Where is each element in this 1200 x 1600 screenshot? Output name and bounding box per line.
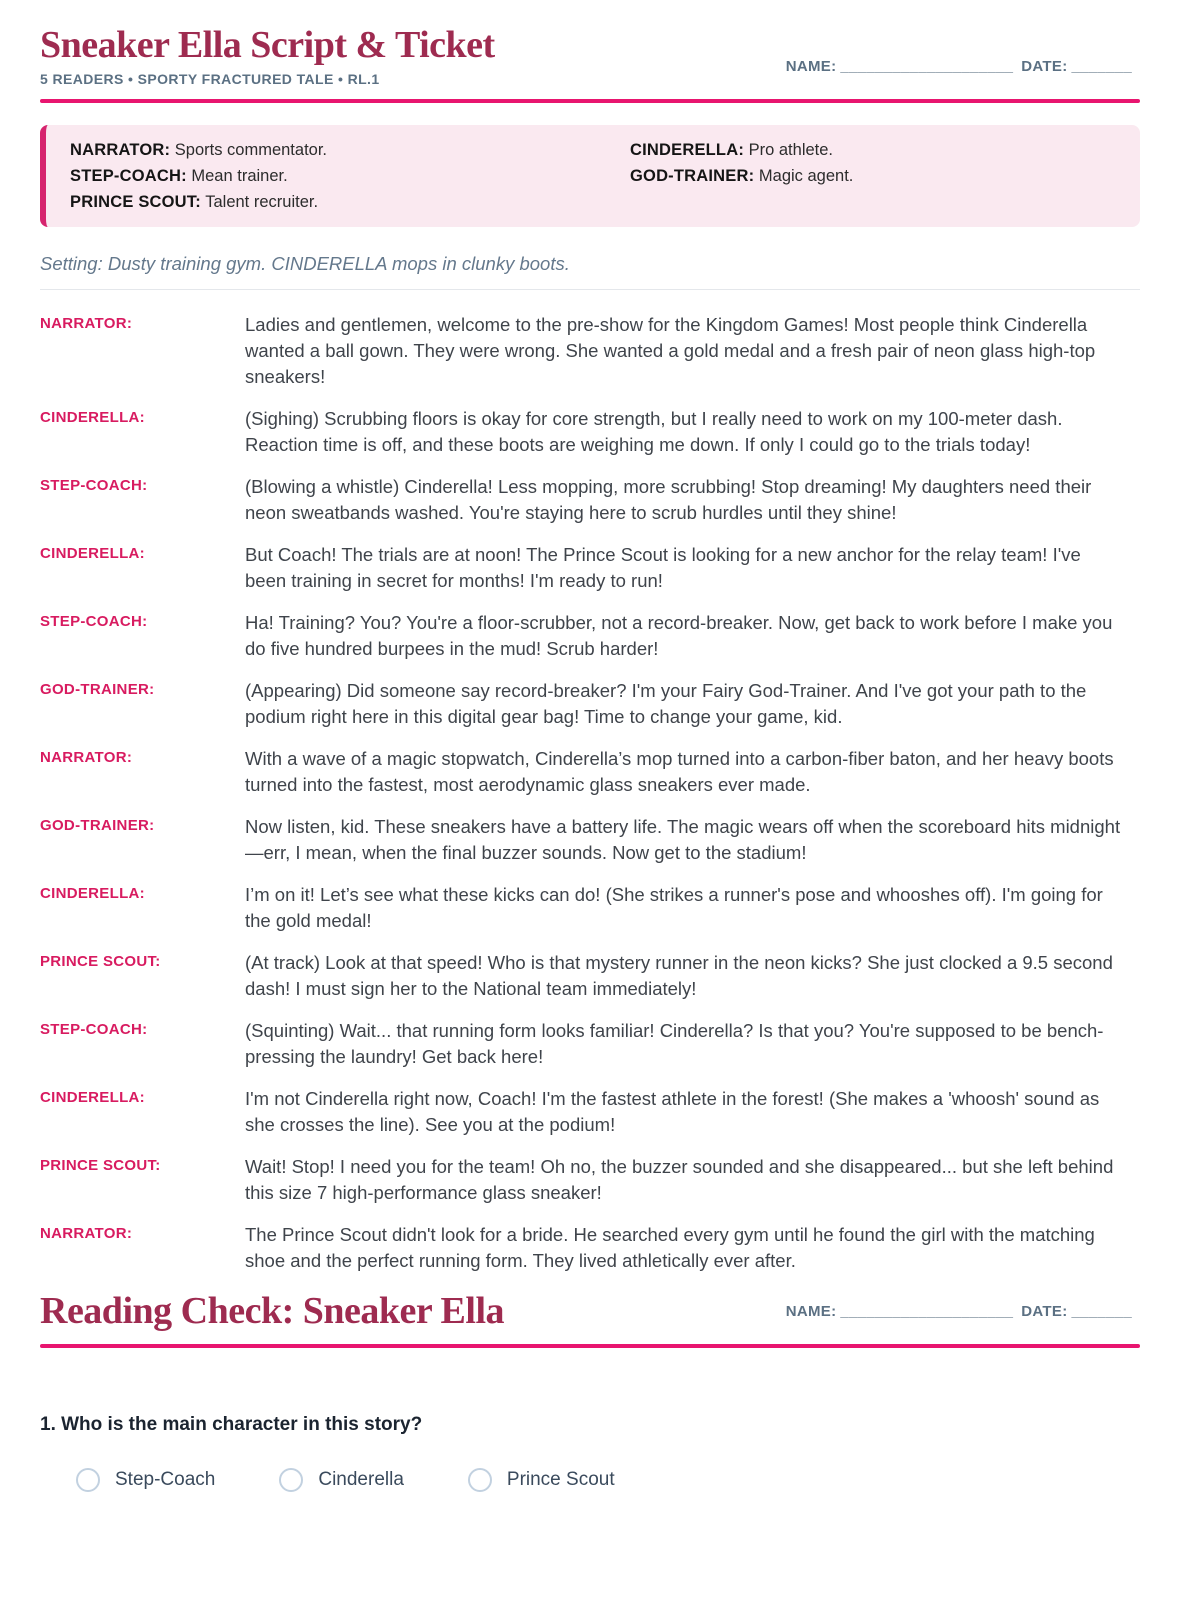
setting-line: Setting: Dusty training gym. CINDERELLA mops in clunky boots.	[40, 252, 570, 274]
answer-option[interactable]	[279, 1468, 404, 1492]
cast-entry	[630, 163, 1116, 189]
speaker-label: NARRATOR:	[40, 748, 133, 766]
radio-button-icon[interactable]	[468, 1468, 492, 1492]
script-header-left	[40, 26, 495, 87]
speaker-label: STEP-COACH:	[40, 1020, 148, 1038]
cast-role-name: CINDERELLA:	[630, 140, 745, 159]
dialogue-text: (Squinting) Wait... that running form looks familiar! Cinderella? Is that you? You're supposed to be bench-pressing the laundry! Get back here!	[245, 1019, 1104, 1067]
dialogue-text: (Appearing) Did someone say record-breaker? I'm your Fairy God-Trainer. And I've got your path to the podium right here in this digital gear bag! Time to change your game, kid.	[245, 679, 1087, 727]
speaker-label: STEP-COACH:	[40, 476, 148, 494]
script-row	[40, 610, 1140, 662]
cast-role-name: PRINCE SCOUT:	[70, 192, 201, 211]
name-blank: ____________________	[840, 57, 1014, 75]
date-blank: _______	[1071, 1302, 1132, 1320]
setting-divider	[40, 289, 1140, 290]
cast-role-desc: Magic agent.	[754, 166, 854, 185]
dialogue-text: (Sighing) Scrubbing floors is okay for core strength, but I really need to work on my 100-meter dash. Reaction time is off, and these boots are weighing me down. If only I could go to the trials today!	[245, 407, 1063, 455]
script-row	[40, 678, 1140, 730]
cast-box	[40, 125, 1140, 227]
script-row	[40, 1018, 1140, 1070]
script-row	[40, 882, 1140, 934]
dialogue-text: Ha! Training? You? You're a floor-scrubber, not a record-breaker. Now, get back to work before I make you do five hundred burpees in the mud! Scrub harder!	[245, 611, 1113, 659]
cast-role-name: NARRATOR:	[70, 140, 171, 159]
radio-button-icon[interactable]	[76, 1468, 100, 1492]
script-row	[40, 406, 1140, 458]
script-row	[40, 1086, 1140, 1138]
answer-option-label: Prince Scout	[506, 1468, 615, 1490]
speaker-label: CINDERELLA:	[40, 884, 145, 902]
script-row	[40, 950, 1140, 1002]
name-date-fields	[786, 58, 1140, 87]
radio-button-icon[interactable]	[279, 1468, 303, 1492]
speaker-label: NARRATOR:	[40, 1224, 133, 1242]
dialogue-text: Ladies and gentlemen, welcome to the pre-show for the Kingdom Games! Most people think Cinderella wanted a ball gown. They were wrong. She wanted a gold medal and a fresh pair of neon glass high-top sneakers!	[245, 313, 1096, 387]
reading-check-name-date	[786, 1303, 1140, 1332]
dialogue-text: Wait! Stop! I need you for the team! Oh no, the buzzer sounded and she disappeared... but she left behind this size 7 high-performance glass sneaker!	[245, 1155, 1114, 1203]
speaker-label: PRINCE SCOUT:	[40, 1156, 161, 1174]
answer-option-label: Step-Coach	[115, 1468, 216, 1490]
name-label: NAME:	[785, 1302, 837, 1320]
script-row	[40, 1222, 1140, 1274]
dialogue-text: With a wave of a magic stopwatch, Cinderella’s mop turned into a carbon-fiber baton, and her heavy boots turned into the fastest, most aerodynamic glass sneakers ever made.	[245, 747, 1114, 795]
dialogue-text: I’m on it! Let’s see what these kicks can do! (She strikes a runner's pose and whooshes off). I'm going for the gold medal!	[245, 883, 1103, 931]
answer-option-label: Cinderella	[318, 1468, 404, 1490]
cast-role-desc: Talent recruiter.	[200, 192, 319, 211]
cast-entry	[70, 163, 630, 189]
cast-role-name: STEP-COACH:	[70, 166, 187, 185]
dialogue-text: (At track) Look at that speed! Who is that mystery runner in the neon kicks? She just clocked a 9.5 second dash! I must sign her to the National team immediately!	[245, 951, 1113, 999]
speaker-label: STEP-COACH:	[40, 612, 148, 630]
cast-column	[630, 137, 1116, 215]
date-blank: _______	[1071, 57, 1132, 75]
cast-role-desc: Pro athlete.	[744, 140, 834, 159]
cast-role-desc: Sports commentator.	[170, 140, 328, 159]
dialogue-text: (Blowing a whistle) Cinderella! Less mopping, more scrubbing! Stop dreaming! My daughters need their neon sweatbands washed. You're staying here to scrub hurdles until they shine!	[245, 475, 1092, 523]
script-row	[40, 814, 1140, 866]
script-row	[40, 1154, 1140, 1206]
speaker-label: NARRATOR:	[40, 314, 133, 332]
cast-entry	[70, 189, 630, 215]
speaker-label: GOD-TRAINER:	[40, 816, 155, 834]
reading-check-rule	[40, 1344, 1140, 1348]
script-header	[40, 26, 1140, 87]
speaker-label: CINDERELLA:	[40, 408, 145, 426]
page-subtitle: 5 READERS • SPORTY FRACTURED TALE • RL.1	[40, 70, 380, 87]
reading-check-title: Reading Check: Sneaker Ella	[40, 1289, 505, 1332]
cast-column	[70, 137, 630, 215]
cast-entry	[630, 137, 1116, 163]
speaker-label: GOD-TRAINER:	[40, 680, 155, 698]
date-label: DATE:	[1021, 1302, 1068, 1320]
cast-role-desc: Mean trainer.	[186, 166, 288, 185]
question-1-options	[40, 1468, 1140, 1492]
header-rule	[40, 99, 1140, 103]
speaker-label: PRINCE SCOUT:	[40, 952, 161, 970]
script-row	[40, 474, 1140, 526]
question-1: 1. Who is the main character in this story?	[40, 1413, 423, 1435]
dialogue-text: I'm not Cinderella right now, Coach! I'm the fastest athlete in the forest! (She makes a 'whoosh' sound as she crosses the line). See you at the podium!	[245, 1087, 1100, 1135]
script-row	[40, 312, 1140, 390]
script-body	[40, 312, 1140, 1274]
script-row	[40, 746, 1140, 798]
dialogue-text: The Prince Scout didn't look for a bride. He searched every gym until he found the girl with the matching shoe and the perfect running form. They lived athletically ever after.	[245, 1223, 1095, 1271]
page-title: Sneaker Ella Script & Ticket	[40, 24, 495, 66]
date-label: DATE:	[1021, 57, 1068, 75]
speaker-label: CINDERELLA:	[40, 1088, 145, 1106]
answer-option[interactable]	[468, 1468, 615, 1492]
cast-role-name: GOD-TRAINER:	[630, 166, 755, 185]
dialogue-text: But Coach! The trials are at noon! The Prince Scout is looking for a new anchor for the relay team! I've been training in secret for months! I'm ready to run!	[245, 543, 1081, 591]
cast-entry	[70, 137, 630, 163]
dialogue-text: Now listen, kid. These sneakers have a battery life. The magic wears off when the scoreboard hits midnight—err, I mean, when the final buzzer sounds. Now get to the stadium!	[245, 815, 1121, 863]
speaker-label: CINDERELLA:	[40, 544, 145, 562]
reading-check-header	[40, 1289, 1140, 1332]
name-label: NAME:	[785, 57, 837, 75]
name-blank: ____________________	[840, 1302, 1014, 1320]
answer-option[interactable]	[76, 1468, 215, 1492]
script-row	[40, 542, 1140, 594]
